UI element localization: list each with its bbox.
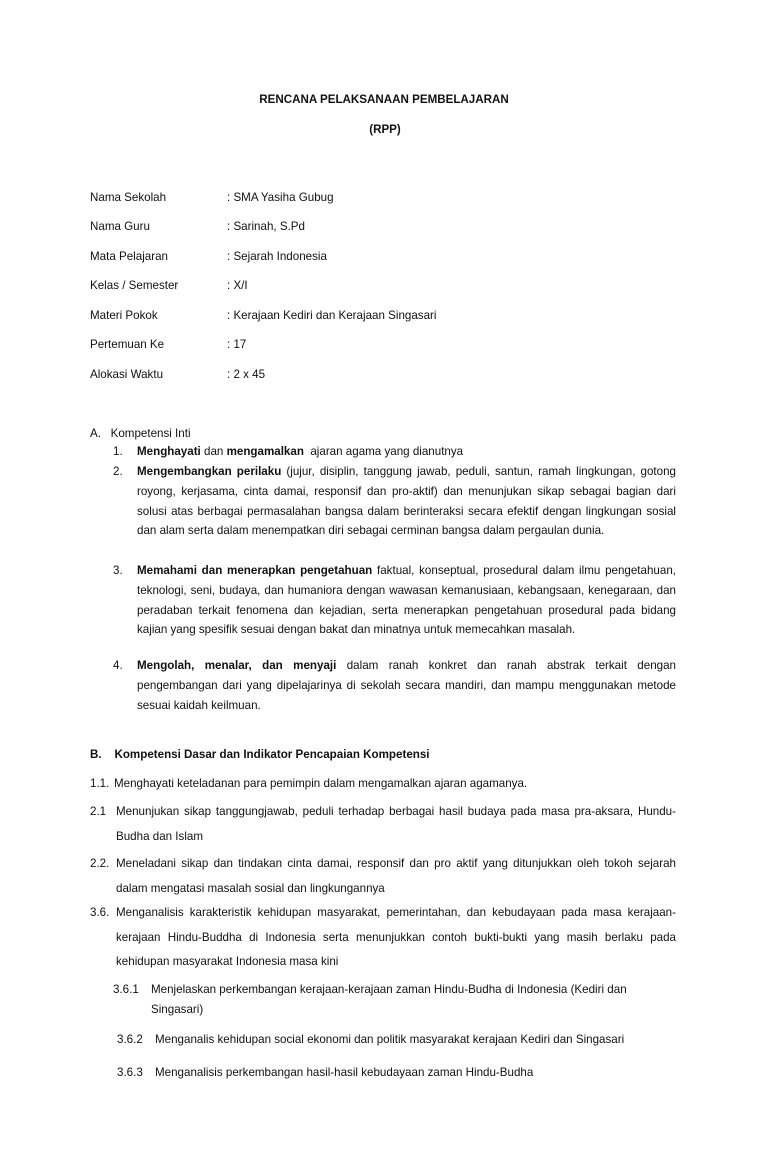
ki-text: ajaran agama yang dianutnya <box>303 445 464 458</box>
identity-label: Alokasi Waktu <box>90 368 164 381</box>
kd-item <box>90 800 676 849</box>
identity-label: Nama Guru <box>90 220 150 233</box>
kd-text: Menunjukan sikap tanggungjawab, peduli terhadap berbagai hasil budaya pada masa pra-aksara, Hundu-Budha dan Islam <box>116 805 676 843</box>
identity-value: : Sarinah, S.Pd <box>227 220 305 233</box>
document-title: RENCANA PELAKSANAAN PEMBELAJARAN <box>259 93 509 106</box>
identity-label: Pertemuan Ke <box>90 338 165 351</box>
ki-item <box>113 462 676 541</box>
ki-bold: mengamalkan <box>226 445 304 458</box>
kd-item <box>90 772 676 797</box>
kd-number: 3.6. <box>90 906 110 919</box>
identity-row <box>90 309 690 325</box>
ki-item <box>113 656 676 715</box>
identity-value: : X/I <box>227 279 248 292</box>
identity-value: : 2 x 45 <box>227 368 266 381</box>
identity-value: : Sejarah Indonesia <box>227 250 327 263</box>
ki-number: 4. <box>113 659 123 672</box>
kd-text: Meneladani sikap dan tindakan cinta damai, responsif dan pro aktif yang ditunjukkan oleh tokoh sejarah dalam mengatasi masalah sosial dan lingkungannya <box>116 857 676 895</box>
indicator-text: Menganalisis perkembangan hasil-hasil kebudayaan zaman Hindu-Budha <box>155 1066 534 1079</box>
identity-label: Kelas / Semester <box>90 279 179 292</box>
identity-row <box>90 368 690 384</box>
kd-item <box>90 852 676 901</box>
indicator-item <box>117 1030 680 1050</box>
kd-text: Menghayati keteladanan para pemimpin dalam mengamalkan ajaran agamanya. <box>114 777 528 790</box>
ki-text: (jujur, disiplin, tanggung jawab, peduli, santun, ramah lingkungan, gotong royong, kerjasama, cinta damai, responsif dan pro-aktif) dan menunjukan sikap sebagai bagian dari solusi atas berbagai permasalahan bangsa dalam berinteraksi secara efektif dengan lingkungan sosial dan alam serta dalam menempatkan diri sebagai cerminan bangsa dalam pergaulan dunia. <box>137 465 676 538</box>
kd-number: 1.1. <box>90 777 110 790</box>
identity-row <box>90 338 690 354</box>
identity-row <box>90 220 690 236</box>
ki-number: 3. <box>113 564 123 577</box>
ki-text: faktual, konseptual, prosedural dalam ilmu pengetahuan, teknologi, seni, budaya, dan humaniora dengan wawasan kemanusiaan, kebangsaan, kenegaraan, dan peradaban terkait fenomena dan kejadian, serta menerapkan pengetahuan prosedural pada bidang kajian yang spesifik sesuai dengan bakat dan minatnya untuk memecahkan masalah. <box>137 564 676 637</box>
section-a-heading: A. Kompetensi Inti <box>90 427 191 440</box>
kd-number: 2.1 <box>90 805 107 818</box>
indicator-item <box>113 980 676 1020</box>
document-subtitle: (RPP) <box>369 123 401 136</box>
ki-item <box>113 561 676 640</box>
indicator-item <box>117 1063 680 1083</box>
identity-row <box>90 279 690 295</box>
indicator-text: Menganalis kehidupan social ekonomi dan politik masyarakat kerajaan Kediri dan Singasari <box>155 1033 625 1046</box>
identity-row <box>90 250 690 266</box>
indicator-number: 3.6.3 <box>117 1066 143 1079</box>
ki-bold: Mengembangkan perilaku <box>137 465 282 478</box>
ki-item <box>113 442 676 462</box>
indicator-number: 3.6.2 <box>117 1033 143 1046</box>
identity-label: Mata Pelajaran <box>90 250 168 263</box>
identity-value: : 17 <box>227 338 247 351</box>
kd-item <box>90 901 676 975</box>
section-b-heading: B. Kompetensi Dasar dan Indikator Pencapaian Kompetensi <box>90 748 430 761</box>
identity-value: : SMA Yasiha Gubug <box>227 191 334 204</box>
ki-number: 2. <box>113 465 123 478</box>
indicator-text: Menjelaskan perkembangan kerajaan-kerajaan zaman Hindu-Budha di Indonesia (Kediri dan Singasari) <box>151 983 627 1016</box>
identity-value: : Kerajaan Kediri dan Kerajaan Singasari <box>227 309 437 322</box>
ki-bold: Memahami dan menerapkan pengetahuan <box>137 564 373 577</box>
ki-number: 1. <box>113 445 123 458</box>
identity-label: Materi Pokok <box>90 309 158 322</box>
indicator-number: 3.6.1 <box>113 983 139 996</box>
ki-text: dan <box>200 445 227 458</box>
ki-bold: Mengolah, menalar, dan menyaji <box>137 659 337 672</box>
kd-text: Menganalisis karakteristik kehidupan masyarakat, pemerintahan, dan kebudayaan pada masa kerajaan-kerajaan Hindu-Buddha di Indonesia serta menunjukkan contoh bukti-bukti yang masih berlaku pada kehidupan masyarakat Indonesia masa kini <box>116 906 676 968</box>
identity-label: Nama Sekolah <box>90 191 167 204</box>
ki-bold: Menghayati <box>137 445 201 458</box>
kd-number: 2.2. <box>90 857 110 870</box>
ki-text: dalam ranah konkret dan ranah abstrak terkait dengan pengembangan dari yang dipelajarinya di sekolah secara mandiri, dan mampu menggunakan metode sesuai kaidah keilmuan. <box>137 659 676 712</box>
identity-row <box>90 191 690 207</box>
